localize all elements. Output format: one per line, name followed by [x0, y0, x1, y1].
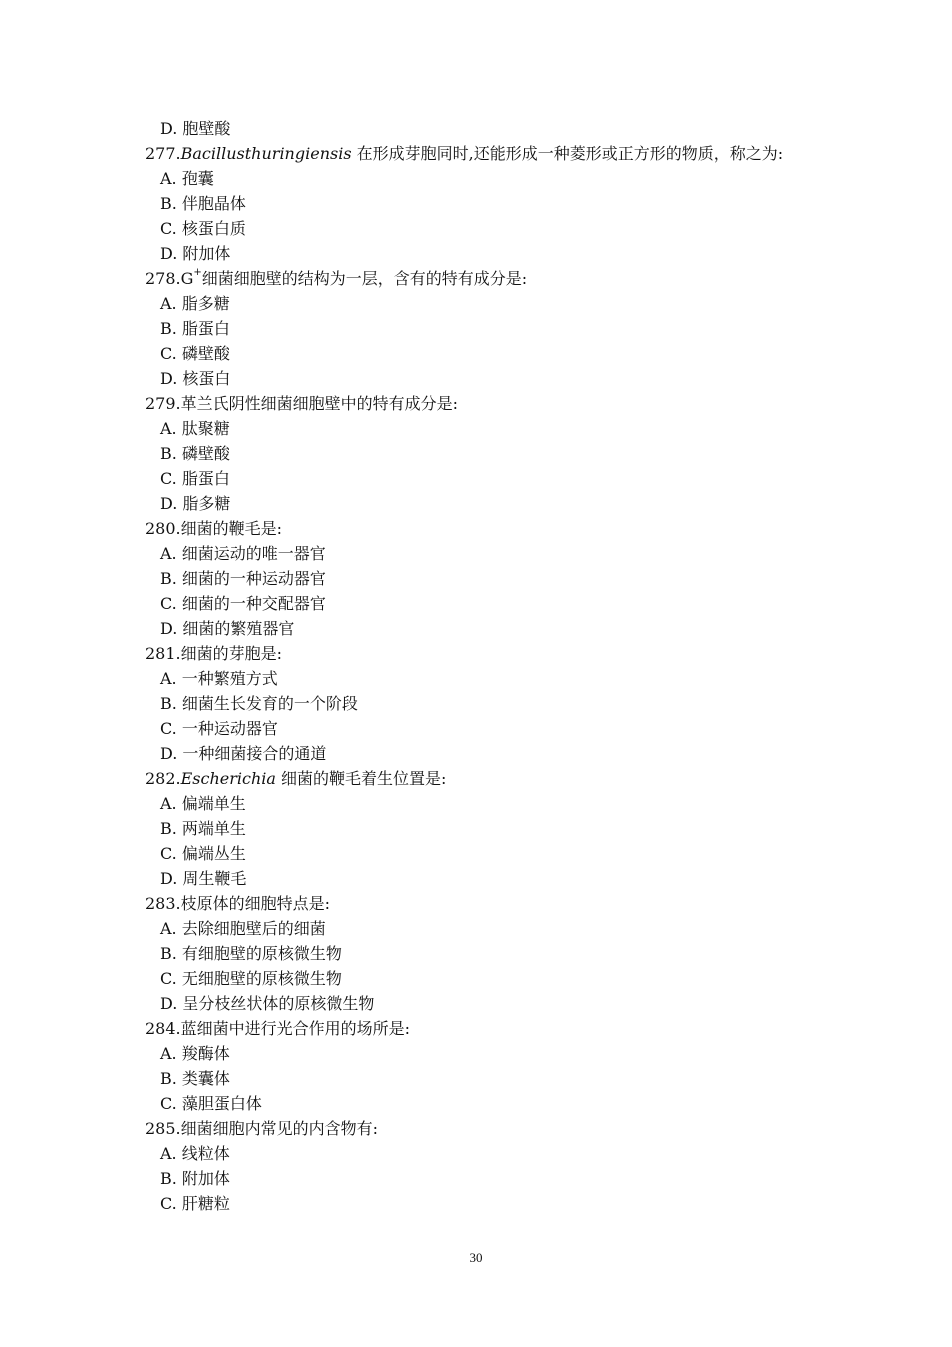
question-281 — [145, 641, 845, 666]
question-number: 284. — [145, 1019, 181, 1038]
option-c: C. 一种运动器官 — [160, 719, 278, 738]
option-a: A. 偏端单生 — [160, 794, 246, 813]
option-a: A. 去除细胞壁后的细菌 — [160, 919, 326, 938]
question-stem: 细菌的鞭毛是: — [180, 519, 283, 538]
option-b: B. 有细胞壁的原核微生物 — [160, 944, 342, 963]
option-a: A. 脂多糖 — [160, 294, 230, 313]
question-277 — [145, 141, 845, 166]
option-a: A. 肽聚糖 — [160, 419, 230, 438]
option-a: A. 孢囊 — [160, 169, 214, 188]
option-d: D. 附加体 — [160, 244, 231, 263]
option-b: B. 伴胞晶体 — [160, 194, 246, 213]
option-b: B. 磷壁酸 — [160, 444, 230, 463]
question-number: 279. — [145, 394, 181, 413]
option-276-d: D. 胞壁酸 — [160, 119, 231, 138]
option-d: D. 一种细菌接合的通道 — [160, 744, 327, 763]
option-b: B. 类囊体 — [160, 1069, 230, 1088]
question-stem: 细菌的鞭毛着生位置是: — [281, 769, 447, 788]
question-stem: 细菌细胞壁的结构为一层，含有的特有成分是: — [201, 269, 528, 288]
question-280 — [145, 516, 845, 541]
option-b: B. 附加体 — [160, 1169, 230, 1188]
option-d: D. 脂多糖 — [160, 494, 231, 513]
option-a: A. 羧酶体 — [160, 1044, 230, 1063]
option-a: A. 细菌运动的唯一器官 — [160, 544, 326, 563]
option-d: D. 呈分枝丝状体的原核微生物 — [160, 994, 375, 1013]
option-a: A. 一种繁殖方式 — [160, 669, 278, 688]
question-number: 285. — [145, 1119, 181, 1138]
question-number: 282. — [145, 769, 181, 788]
option-a: A. 线粒体 — [160, 1144, 230, 1163]
gram-prefix: G — [180, 269, 194, 288]
question-stem: 枝原体的细胞特点是: — [180, 894, 331, 913]
question-number: 283. — [145, 894, 181, 913]
species-name: Bacillusthuringiensis — [180, 144, 352, 163]
page-number: 30 — [469, 1250, 483, 1265]
option-c: C. 核蛋白质 — [160, 219, 246, 238]
question-number: 281. — [145, 644, 181, 663]
option-c: C. 脂蛋白 — [160, 469, 230, 488]
question-279 — [145, 391, 845, 416]
option-b: B. 细菌的一种运动器官 — [160, 569, 326, 588]
question-stem: 细菌的芽胞是: — [180, 644, 283, 663]
option-d: D. 细菌的繁殖器官 — [160, 619, 295, 638]
question-285 — [145, 1116, 845, 1141]
question-stem: 蓝细菌中进行光合作用的场所是: — [180, 1019, 411, 1038]
genus-name: Escherichia — [180, 769, 276, 788]
option-c: C. 肝糖粒 — [160, 1194, 230, 1213]
question-282 — [145, 766, 845, 791]
option-c: C. 偏端丛生 — [160, 844, 246, 863]
question-stem: 在形成芽胞同时,还能形成一种菱形或正方形的物质，称之为: — [356, 144, 784, 163]
question-list — [145, 116, 845, 1216]
question-284 — [145, 1016, 845, 1041]
option-b: B. 脂蛋白 — [160, 319, 230, 338]
question-278 — [145, 266, 845, 291]
question-stem: 革兰氏阴性细菌细胞壁中的特有成分是: — [180, 394, 459, 413]
question-number: 277. — [145, 144, 181, 163]
option-d: D. 周生鞭毛 — [160, 869, 247, 888]
question-number: 278. — [145, 269, 181, 288]
option-c: C. 藻胆蛋白体 — [160, 1094, 262, 1113]
question-number: 280. — [145, 519, 181, 538]
option-c: C. 磷壁酸 — [160, 344, 230, 363]
option-b: B. 两端单生 — [160, 819, 246, 838]
question-stem: 细菌细胞内常见的内含物有: — [180, 1119, 379, 1138]
option-b: B. 细菌生长发育的一个阶段 — [160, 694, 358, 713]
option-c: C. 无细胞壁的原核微生物 — [160, 969, 342, 988]
gram-superscript: + — [193, 267, 202, 278]
option-c: C. 细菌的一种交配器官 — [160, 594, 326, 613]
question-283 — [145, 891, 845, 916]
option-d: D. 核蛋白 — [160, 369, 231, 388]
